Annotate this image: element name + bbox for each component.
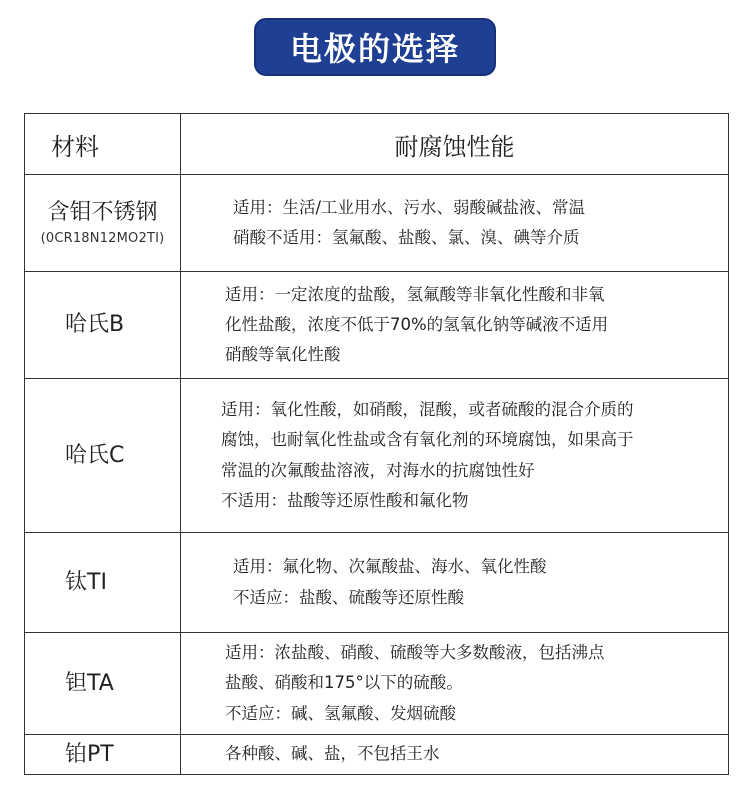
title-pill [254,18,496,76]
material-cell [25,735,181,775]
material-cell [25,175,181,272]
table-row-molybdenum-steel [25,175,729,272]
resistance-line: 硝酸等氧化性酸 [225,345,341,364]
material-cell [25,272,181,379]
page-title: 电极的选择 [289,30,460,68]
material-name: 铂PT [65,741,114,767]
material-cell [25,633,181,735]
table-row-titanium [25,533,729,633]
table-header-row [25,114,729,175]
resistance-cell [181,533,729,633]
table-row-tantalum [25,633,729,735]
material-grade: (0CR18N12MO2TI) [40,230,165,246]
resistance-line: 适用：氟化物、次氟酸盐、海水、氧化性酸 [233,557,547,577]
resistance-line: 不适用：盐酸等还原性酸和氟化物 [221,490,469,510]
resistance-line: 适用：生活/工业用水、污水、弱酸碱盐液、常温 [233,197,586,217]
material-name: 哈氏B [65,312,125,338]
resistance-cell [181,175,729,272]
resistance-line: 适用：一定浓度的盐酸，氢氟酸等非氧化性酸和非氧 [225,284,605,304]
table-row-platinum [25,735,729,775]
resistance-line: 不适应：盐酸、硫酸等还原性酸 [233,587,464,607]
resistance-line: 化性盐酸，浓度不低于70%的氢氧化钠等碱液不适用 [225,314,609,334]
material-cell [25,379,181,533]
material-cell [25,533,181,633]
resistance-line: 盐酸、硝酸和175°以下的硫酸。 [225,673,463,693]
header-material: 材料 [25,114,181,175]
resistance-line: 不适应：碱、氢氟酸、发烟硫酸 [225,703,456,723]
electrode-materials-table [24,113,729,775]
material-name: 钛TI [65,569,107,595]
resistance-cell [181,379,729,533]
material-name: 哈氏C [65,442,125,468]
resistance-cell [181,272,729,379]
resistance-line: 适用：氧化性酸，如硝酸，混酸，或者硫酸的混合介质的 [221,400,634,420]
resistance-line: 各种酸、碱、盐，不包括王水 [225,744,440,764]
material-name: 含钼不锈钢 [47,200,158,226]
title-banner [0,18,750,76]
resistance-line: 常温的次氟酸盐溶液，对海水的抗腐蚀性好 [221,460,535,480]
resistance-cell [181,633,729,735]
resistance-line: 适用：浓盐酸、硝酸、硫酸等大多数酸液，包括沸点 [225,643,605,663]
material-name: 钽TA [65,670,114,696]
resistance-cell [181,735,729,775]
resistance-line: 硝酸不适用：氢氟酸、盐酸、氯、溴、碘等介质 [233,228,580,247]
table-row-hastelloy-c [25,379,729,533]
header-corrosion-resistance: 耐腐蚀性能 [181,114,729,175]
resistance-line: 腐蚀，也耐氧化性盐或含有氧化剂的环境腐蚀，如果高于 [221,430,634,450]
table-row-hastelloy-b [25,272,729,379]
